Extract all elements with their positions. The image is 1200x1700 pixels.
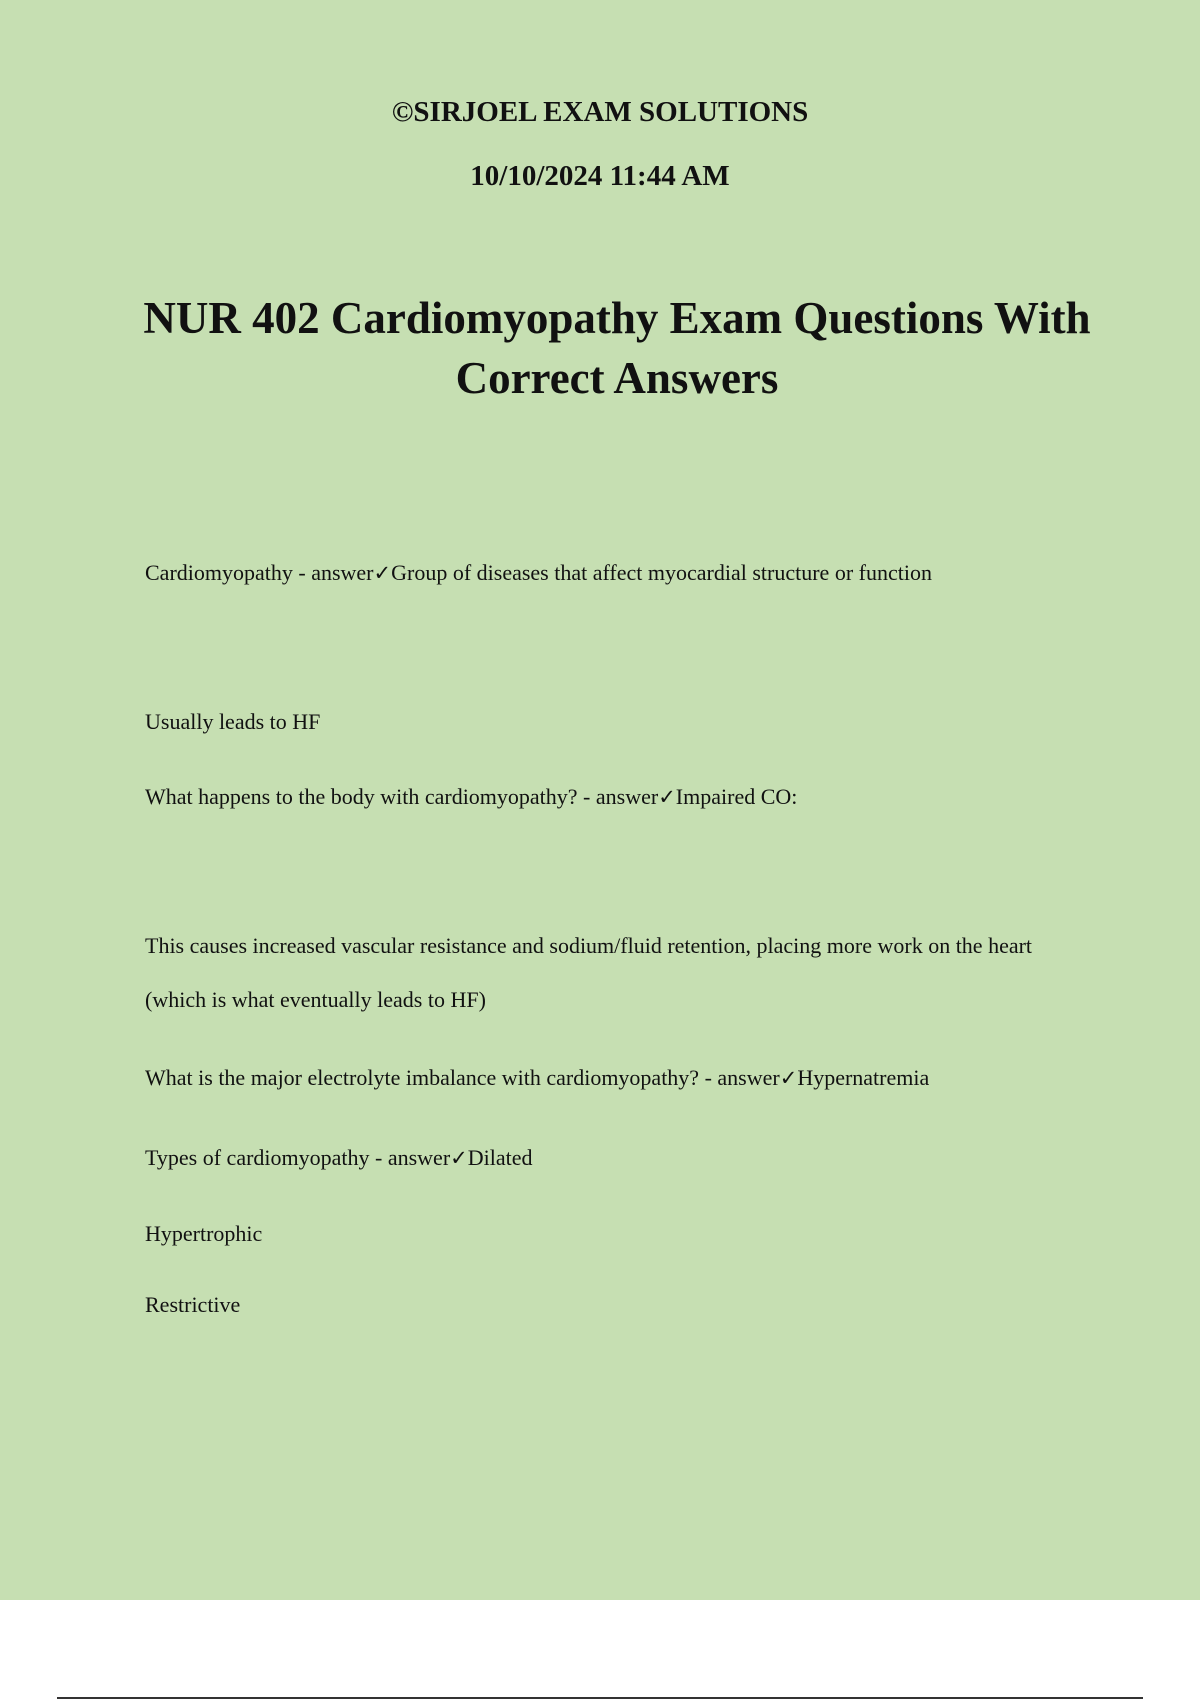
brand-header: ©SIRJOEL EXAM SOLUTIONS: [391, 96, 809, 128]
question-types: [145, 1131, 1085, 1185]
question-text: Types of cardiomyopathy - answer: [145, 1145, 451, 1170]
question-text: Cardiomyopathy - answer: [145, 560, 374, 585]
note-leads-to-hf: Usually leads to HF: [145, 709, 321, 734]
checkmark-icon: ✓: [658, 785, 676, 809]
answer-text: Hypernatremia: [797, 1065, 930, 1090]
checkmark-icon: ✓: [373, 561, 392, 585]
document-title: NUR 402 Cardiomyopathy Exam Questions With Correct Answers: [143, 293, 1091, 403]
timestamp: 10/10/2024 11:44 AM: [470, 160, 730, 192]
question-text: What is the major electrolyte imbalance with cardiomyopathy? - answer: [145, 1065, 780, 1090]
question-cardiomyopathy: [145, 546, 1085, 600]
question-body-effects: [145, 770, 1085, 824]
question-electrolyte: [145, 1051, 1085, 1105]
checkmark-icon: ✓: [779, 1066, 798, 1090]
question-text: What happens to the body with cardiomyopathy? - answer: [145, 784, 659, 809]
note-vascular-resistance: This causes increased vascular resistance and sodium/fluid retention, placing more work on the heart (which is what eventually leads to HF): [145, 933, 1033, 1012]
answer-text: Group of diseases that affect myocardial structure or function: [391, 560, 932, 585]
answer-text: Dilated: [467, 1145, 533, 1170]
footer-divider: [57, 1697, 1143, 1699]
answer-text: Impaired CO:: [675, 784, 798, 809]
type-restrictive: Restrictive: [145, 1292, 241, 1317]
checkmark-icon: ✓: [450, 1146, 468, 1170]
type-hypertrophic: Hypertrophic: [145, 1221, 263, 1246]
